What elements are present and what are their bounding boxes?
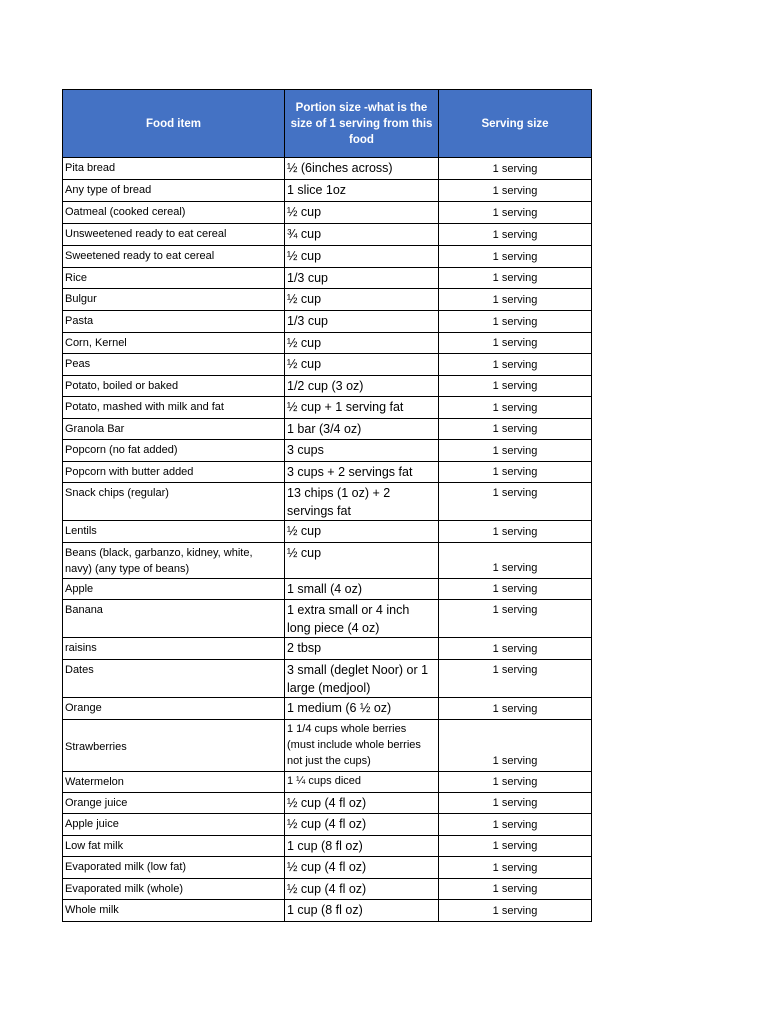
serving-size-cell: 1 serving — [439, 543, 592, 579]
food-item-cell: Snack chips (regular) — [63, 483, 285, 521]
table-row — [63, 158, 592, 180]
portion-size-cell: 1 1/4 cups whole berries (must include whole berries not just the cups) — [285, 720, 439, 772]
serving-size-cell: 1 serving — [439, 483, 592, 521]
portion-size-cell: ½ cup (4 fl oz) — [285, 857, 439, 879]
food-item-cell: Dates — [63, 660, 285, 698]
food-item-cell: Potato, mashed with milk and fat — [63, 397, 285, 419]
serving-size-cell: 1 serving — [439, 224, 592, 246]
header-food-item: Food item — [63, 90, 285, 158]
food-item-cell: Beans (black, garbanzo, kidney, white, navy) (any type of beans) — [63, 543, 285, 579]
serving-size-cell: 1 serving — [439, 354, 592, 376]
portion-size-cell: ½ cup — [285, 354, 439, 376]
serving-size-cell: 1 serving — [439, 814, 592, 836]
food-item-cell: Banana — [63, 600, 285, 638]
serving-size-cell: 1 serving — [439, 521, 592, 543]
serving-size-cell: 1 serving — [439, 879, 592, 900]
food-item-cell: Watermelon — [63, 772, 285, 793]
serving-size-cell: 1 serving — [439, 397, 592, 419]
food-item-cell: Popcorn (no fat added) — [63, 440, 285, 462]
portion-size-cell: ½ cup — [285, 289, 439, 311]
serving-size-cell: 1 serving — [439, 698, 592, 720]
table-row — [63, 354, 592, 376]
portion-size-cell: 13 chips (1 oz) + 2 servings fat — [285, 483, 439, 521]
table-body — [63, 158, 592, 922]
table-row — [63, 462, 592, 483]
food-item-cell: Popcorn with butter added — [63, 462, 285, 483]
food-item-cell: Pasta — [63, 311, 285, 333]
food-item-cell: Strawberries — [63, 720, 285, 772]
portion-size-cell: 3 cups + 2 servings fat — [285, 462, 439, 483]
table-row — [63, 814, 592, 836]
serving-size-cell: 1 serving — [439, 268, 592, 289]
serving-size-cell: 1 serving — [439, 772, 592, 793]
food-item-cell: Oatmeal (cooked cereal) — [63, 202, 285, 224]
table-row — [63, 720, 592, 772]
table-row — [63, 180, 592, 202]
portion-size-cell: 3 small (deglet Noor) or 1 large (medjool) — [285, 660, 439, 698]
food-item-cell: Evaporated milk (whole) — [63, 879, 285, 900]
food-item-cell: Evaporated milk (low fat) — [63, 857, 285, 879]
portion-size-cell: 1/2 cup (3 oz) — [285, 376, 439, 397]
table-row — [63, 879, 592, 900]
serving-size-cell: 1 serving — [439, 857, 592, 879]
table-row — [63, 836, 592, 857]
serving-size-cell: 1 serving — [439, 419, 592, 440]
table-row — [63, 397, 592, 419]
serving-size-cell: 1 serving — [439, 440, 592, 462]
food-item-cell: Sweetened ready to eat cereal — [63, 246, 285, 268]
serving-size-cell: 1 serving — [439, 289, 592, 311]
serving-size-cell: 1 serving — [439, 579, 592, 600]
table-row — [63, 857, 592, 879]
food-item-cell: raisins — [63, 638, 285, 660]
portion-size-cell: 1 extra small or 4 inch long piece (4 oz) — [285, 600, 439, 638]
portion-size-cell: 1 bar (3/4 oz) — [285, 419, 439, 440]
header-row — [63, 90, 592, 158]
portion-size-cell: ½ cup — [285, 521, 439, 543]
serving-size-cell: 1 serving — [439, 246, 592, 268]
table-row — [63, 202, 592, 224]
food-item-cell: Unsweetened ready to eat cereal — [63, 224, 285, 246]
serving-size-cell: 1 serving — [439, 462, 592, 483]
serving-size-cell: 1 serving — [439, 660, 592, 698]
table-row — [63, 579, 592, 600]
table-row — [63, 483, 592, 521]
portion-size-cell: ½ cup + 1 serving fat — [285, 397, 439, 419]
food-item-cell: Bulgur — [63, 289, 285, 311]
food-item-cell: Low fat milk — [63, 836, 285, 857]
portion-size-cell: 1/3 cup — [285, 311, 439, 333]
table-row — [63, 376, 592, 397]
food-item-cell: Any type of bread — [63, 180, 285, 202]
portion-size-cell: ½ cup (4 fl oz) — [285, 814, 439, 836]
table-row — [63, 900, 592, 922]
table-row — [63, 660, 592, 698]
header-serving-size: Serving size — [439, 90, 592, 158]
portion-size-cell: ½ (6inches across) — [285, 158, 439, 180]
serving-size-cell: 1 serving — [439, 720, 592, 772]
food-item-cell: Apple juice — [63, 814, 285, 836]
table-row — [63, 638, 592, 660]
table-row — [63, 333, 592, 354]
table-row — [63, 268, 592, 289]
food-item-cell: Orange — [63, 698, 285, 720]
table-row — [63, 698, 592, 720]
serving-size-cell: 1 serving — [439, 793, 592, 814]
food-item-cell: Orange juice — [63, 793, 285, 814]
serving-size-cell: 1 serving — [439, 311, 592, 333]
serving-size-cell: 1 serving — [439, 202, 592, 224]
portion-size-cell: 3 cups — [285, 440, 439, 462]
portion-size-cell: 1 cup (8 fl oz) — [285, 836, 439, 857]
food-item-cell: Potato, boiled or baked — [63, 376, 285, 397]
food-item-cell: Corn, Kernel — [63, 333, 285, 354]
serving-size-cell: 1 serving — [439, 376, 592, 397]
portion-size-cell: ½ cup (4 fl oz) — [285, 793, 439, 814]
table-row — [63, 600, 592, 638]
portion-size-cell: 1 ¼ cups diced — [285, 772, 439, 793]
portion-size-cell: ½ cup — [285, 543, 439, 579]
food-item-cell: Peas — [63, 354, 285, 376]
table-row — [63, 419, 592, 440]
table-row — [63, 793, 592, 814]
table-row — [63, 543, 592, 579]
table-row — [63, 289, 592, 311]
portion-size-cell: ½ cup — [285, 202, 439, 224]
header-portion-size: Portion size -what is the size of 1 serving from this food — [285, 90, 439, 158]
portion-size-cell: ½ cup — [285, 333, 439, 354]
portion-size-cell: ½ cup — [285, 246, 439, 268]
portion-size-cell: 1 small (4 oz) — [285, 579, 439, 600]
food-item-cell: Lentils — [63, 521, 285, 543]
table-row — [63, 224, 592, 246]
serving-size-cell: 1 serving — [439, 333, 592, 354]
serving-size-cell: 1 serving — [439, 836, 592, 857]
serving-size-cell: 1 serving — [439, 600, 592, 638]
food-item-cell: Rice — [63, 268, 285, 289]
portion-size-cell: 1/3 cup — [285, 268, 439, 289]
serving-size-cell: 1 serving — [439, 158, 592, 180]
table-row — [63, 440, 592, 462]
serving-size-cell: 1 serving — [439, 900, 592, 922]
serving-size-cell: 1 serving — [439, 638, 592, 660]
table-row — [63, 521, 592, 543]
table-row — [63, 246, 592, 268]
food-item-cell: Pita bread — [63, 158, 285, 180]
food-item-cell: Whole milk — [63, 900, 285, 922]
table-row — [63, 311, 592, 333]
portion-size-cell: ¾ cup — [285, 224, 439, 246]
food-item-cell: Apple — [63, 579, 285, 600]
serving-size-cell: 1 serving — [439, 180, 592, 202]
portion-size-cell: 1 slice 1oz — [285, 180, 439, 202]
portion-size-cell: ½ cup (4 fl oz) — [285, 879, 439, 900]
portion-size-cell: 1 medium (6 ½ oz) — [285, 698, 439, 720]
portion-size-cell: 2 tbsp — [285, 638, 439, 660]
portion-size-cell: 1 cup (8 fl oz) — [285, 900, 439, 922]
table-row — [63, 772, 592, 793]
serving-size-table — [62, 89, 592, 922]
food-item-cell: Granola Bar — [63, 419, 285, 440]
